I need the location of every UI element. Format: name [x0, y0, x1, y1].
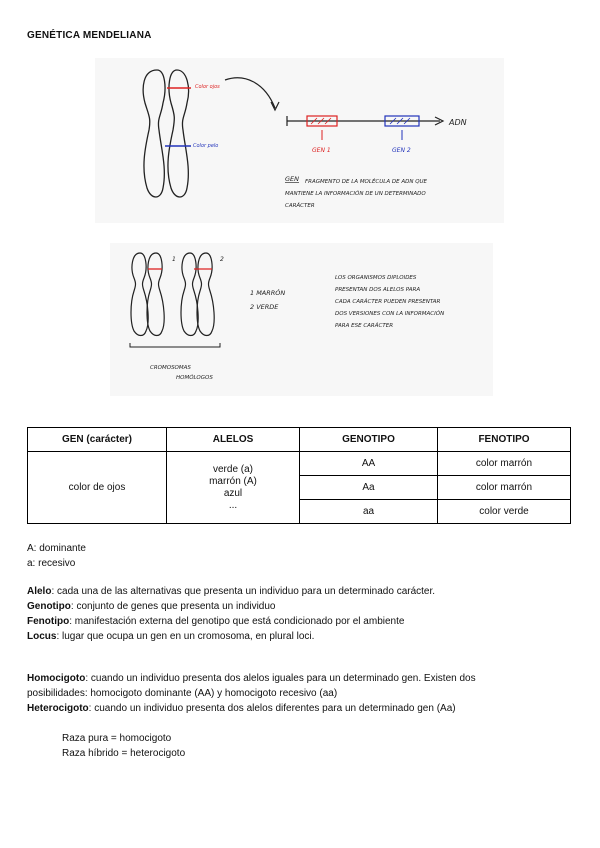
term: Fenotipo [27, 616, 70, 627]
note-2: PRESENTAN DOS ALELOS PARA [335, 287, 421, 293]
zygosity-definitions [27, 671, 537, 716]
gen-definition-2: MANTIENE LA INFORMACIÓN DE UN DETERMINADO [285, 191, 426, 197]
definition-text: : cada una de las alternativas que presenta un individuo para un determinado carácter. [51, 586, 436, 597]
definition-genotipo [27, 599, 577, 614]
allele-item: verde (a) [212, 463, 253, 475]
caption-homologos: HOMÓLOGOS [176, 375, 213, 381]
genetics-table [27, 427, 571, 524]
header-fenotipo: FENOTIPO [438, 428, 571, 452]
page-title: GENÉTICA MENDELIANA [27, 30, 152, 41]
allele-marron: 1 MARRÓN [250, 289, 286, 297]
definitions [27, 584, 577, 644]
header-gen: GEN (carácter) [28, 428, 167, 452]
gen-definition-1: FRAGMENTO DE LA MOLÉCULA DE ADN QUE [305, 179, 428, 185]
chromosome-dna-sketch [95, 58, 504, 223]
definition-text: : conjunto de genes que presenta un individuo [70, 601, 276, 612]
term: Alelo [27, 586, 52, 597]
caption-cromosomas: CROMOSOMAS [150, 365, 191, 371]
definition-heterocigoto [27, 701, 537, 716]
definition-text: : cuando un individuo presenta dos alelos diferentes para un determinado gen (Aa) [88, 703, 456, 714]
raza-equivalences [62, 731, 185, 761]
cell-fenotipo: color marrón [438, 476, 571, 500]
note-1: LOS ORGANISMOS DIPLOIDES [335, 275, 417, 281]
header-alelos: ALELOS [167, 428, 300, 452]
definition-text: : manifestación externa del genotipo que está condicionado por el ambiente [69, 616, 405, 627]
gen2-label: GEN 2 [392, 147, 411, 154]
cell-alelos [167, 452, 300, 524]
cell-genotipo: Aa [300, 476, 438, 500]
gen-word: GEN [285, 175, 300, 183]
homolog-num-2: 2 [220, 256, 224, 263]
definition-alelo [27, 584, 577, 599]
adn-label: ADN [449, 118, 467, 127]
table-row [28, 452, 571, 476]
gen1-label: GEN 1 [312, 147, 331, 154]
allele-item: ... [228, 499, 238, 511]
definition-text: : cuando un individuo presenta dos alelos iguales para un determinado gen. Existen dos posibilidades: homocigoto dominante (AA) y homocigoto recesivo (aa) [27, 673, 476, 699]
definition-fenotipo [27, 614, 577, 629]
allele-item: azul [223, 487, 243, 499]
note-3: CADA CARÁCTER PUEDEN PRESENTAR [335, 299, 441, 305]
definition-text: : lugar que ocupa un gen en un cromosoma, en plural loci. [56, 631, 315, 642]
legend [27, 541, 86, 571]
gene-label-eyes: Color ojos [195, 84, 220, 90]
legend-dominante: A: dominante [27, 543, 86, 554]
homologous-chromosomes-sketch [110, 243, 493, 396]
term: Genotipo [27, 601, 71, 612]
homolog-num-1: 1 [172, 256, 176, 263]
note-5: PARA ESE CARÁCTER [335, 323, 394, 329]
cell-gen: color de ojos [28, 452, 167, 524]
term: Locus [27, 631, 57, 642]
gen-definition-3: CARÁCTER [285, 203, 315, 209]
definition-locus [27, 629, 577, 644]
cell-fenotipo: color marrón [438, 452, 571, 476]
cell-fenotipo: color verde [438, 500, 571, 524]
raza-hibrido: Raza híbrido = heterocigoto [62, 748, 186, 759]
header-genotipo: GENOTIPO [300, 428, 438, 452]
table-header-row [28, 428, 571, 452]
definition-homocigoto [27, 671, 537, 701]
legend-recesivo: a: recesivo [27, 558, 76, 569]
note-4: DOS VERSIONES CON LA INFORMACIÓN [335, 311, 445, 317]
raza-pura: Raza pura = homocigoto [62, 733, 172, 744]
allele-verde: 2 VERDE [250, 303, 279, 311]
term: Heterocigoto [27, 703, 89, 714]
allele-item: marrón (A) [209, 475, 257, 487]
cell-genotipo: aa [300, 500, 438, 524]
term: Homocigoto [27, 673, 86, 684]
cell-genotipo: AA [300, 452, 438, 476]
gene-label-hair: Color pelo [193, 143, 219, 149]
